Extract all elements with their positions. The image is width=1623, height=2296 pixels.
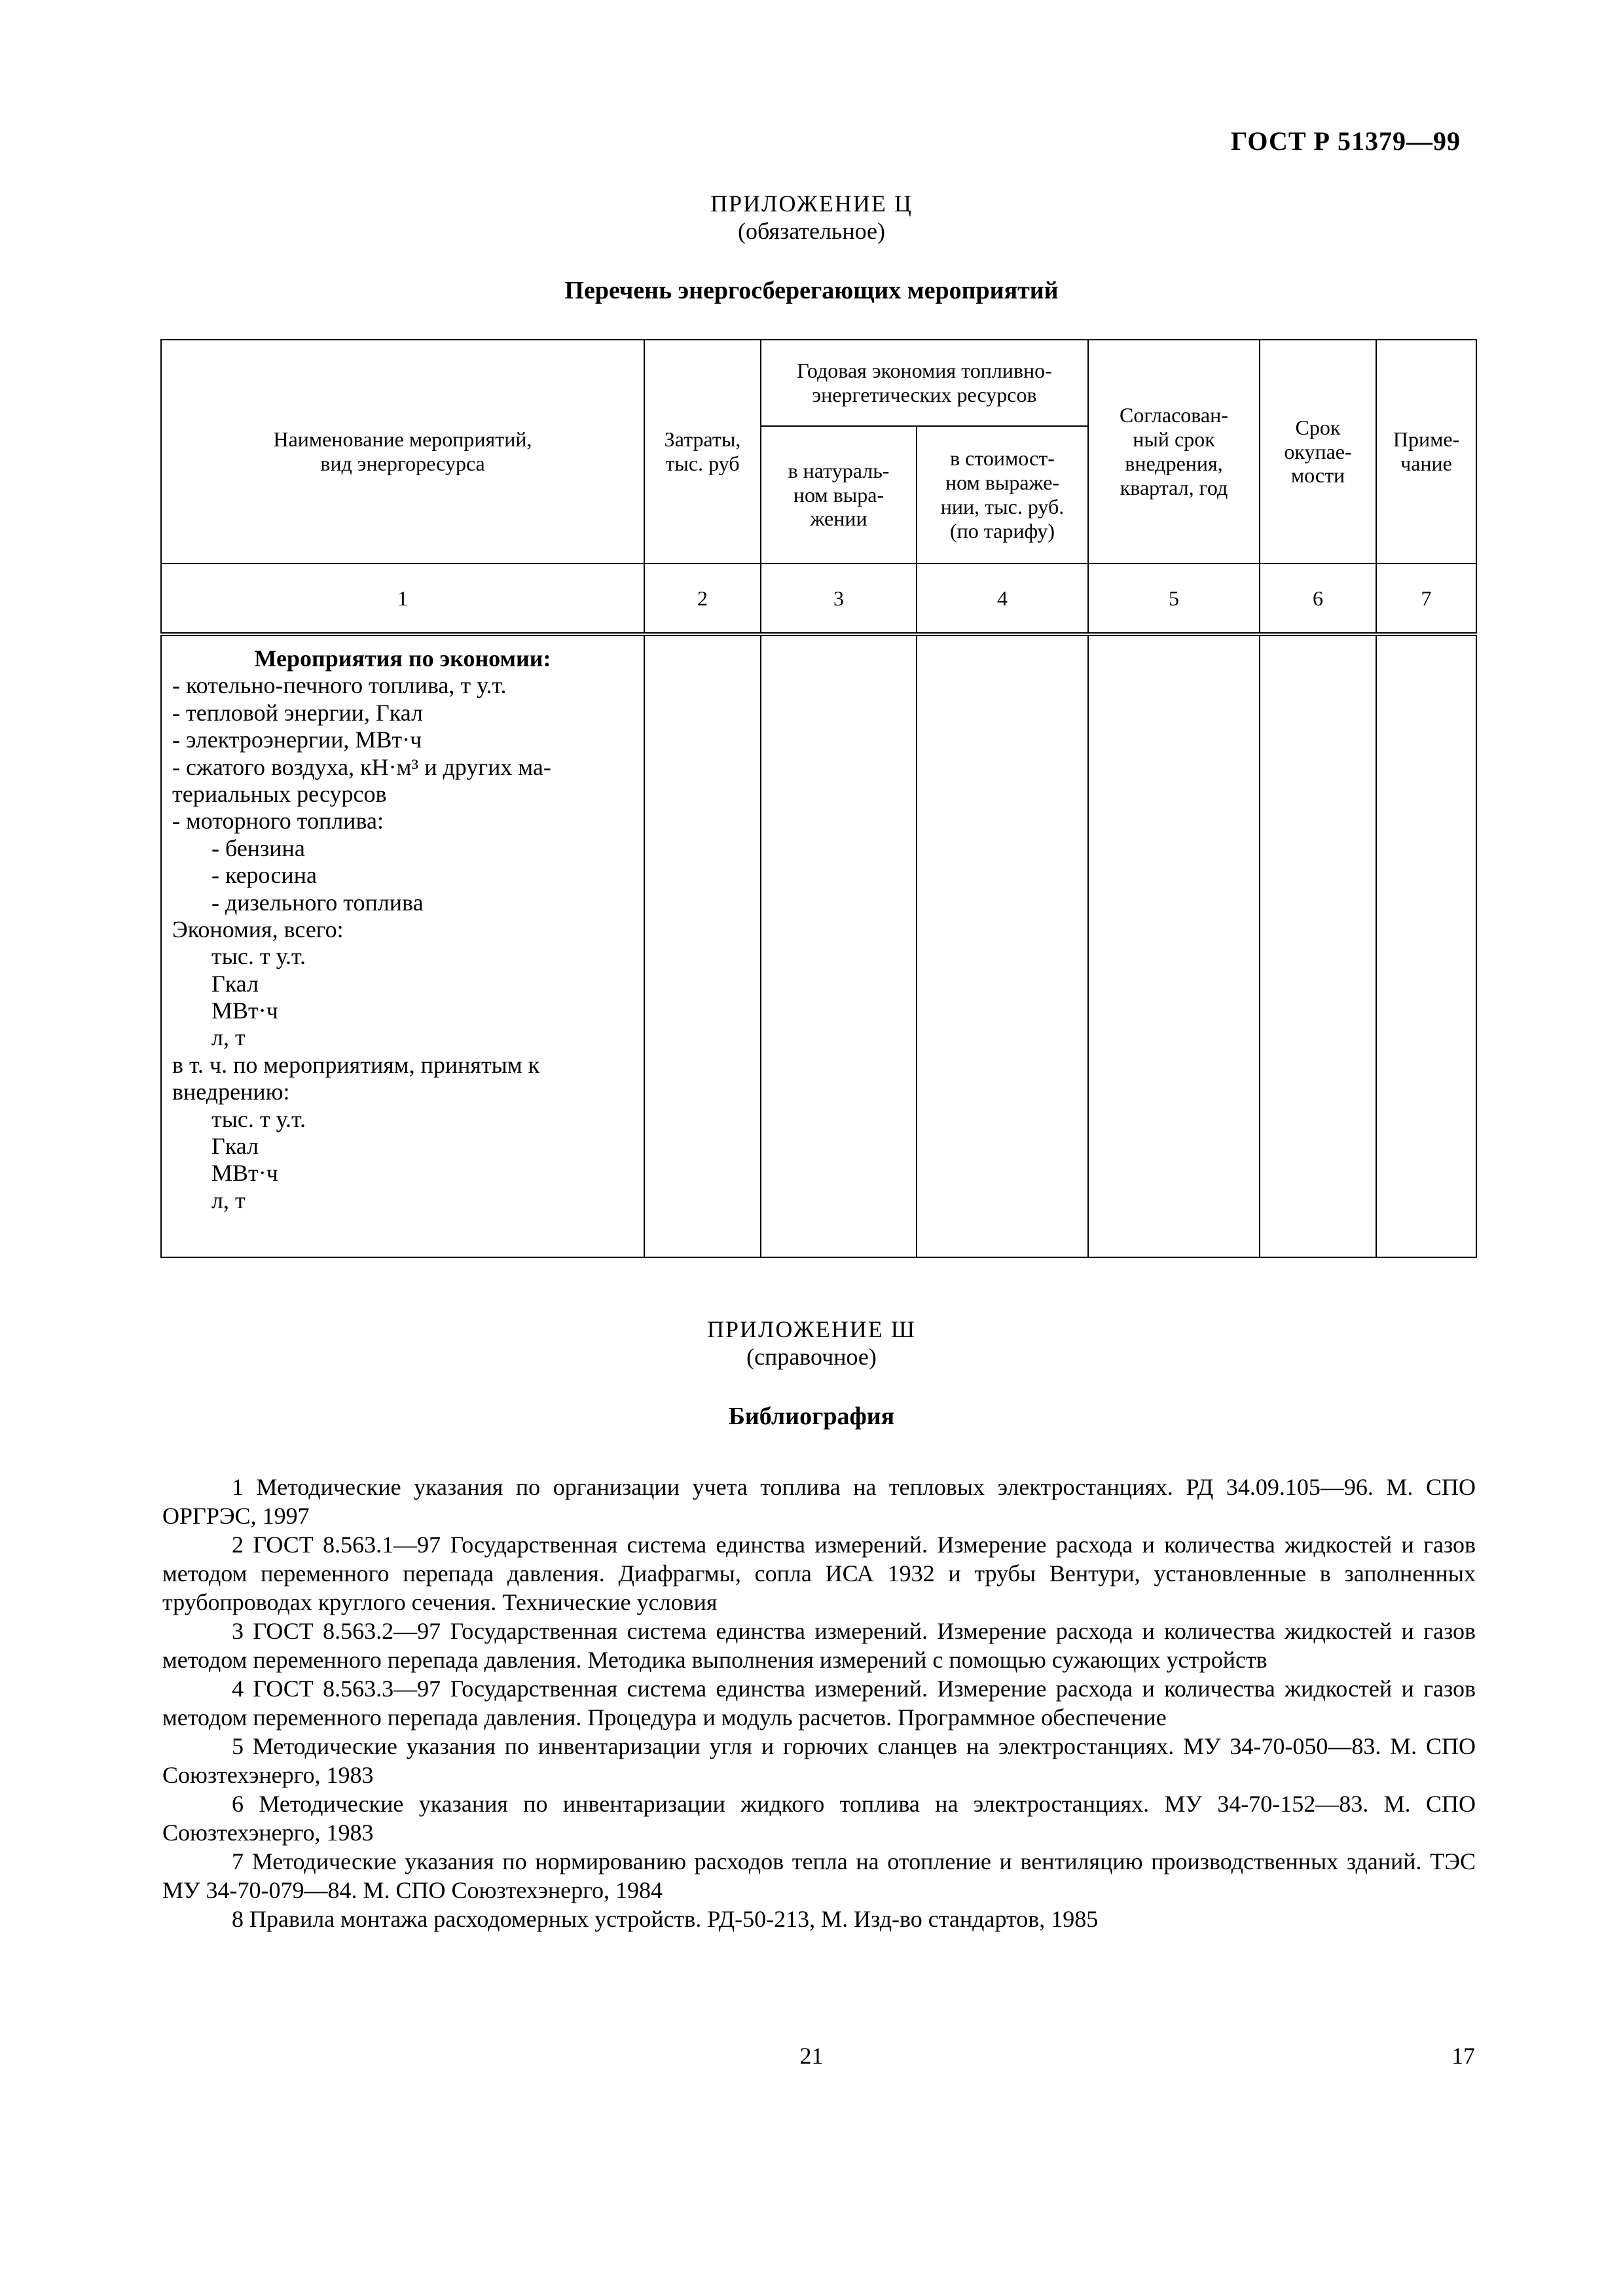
unit-line: л, т <box>211 1024 246 1051</box>
appendix-c-heading: Перечень энергосберегающих мероприятий <box>564 277 1059 304</box>
bibliography-item: 2 ГОСТ 8.563.1—97 Государственная система единства измерений. Измерение расхода и количества жидкостей и газов методом переменного перепада давления. Диафрагмы, сопла ИСА 1932 и трубы Вентури, установленные в заполненных трубопроводах круглого сечения. Технические условия <box>162 1532 1476 1615</box>
empty-cell <box>1088 634 1260 1257</box>
bibliography-item: 1 Методические указания по организации учета топлива на тепловых электростанциях. РД 34.09.105—96. М. СПО ОРГРЭС, 1997 <box>162 1474 1476 1529</box>
column-number: 5 <box>1088 564 1260 634</box>
header-costs: Затраты, тыс. руб <box>644 340 761 564</box>
header-natural: в натураль- ном выра- жении <box>761 426 917 564</box>
document-id: ГОСТ Р 51379—99 <box>1230 126 1461 156</box>
bibliography-heading: Библиография <box>728 1403 895 1430</box>
bibliography-item: 5 Методические указания по инвентаризации угля и горючих сланцев на электростанциях. МУ 34-70-050—83. М. СПО Союзтехэнерго, 1983 <box>162 1733 1476 1788</box>
header-value: в стоимост- ном выраже- нии, тыс. руб. (по тарифу) <box>917 426 1088 564</box>
fuel-line: - керосина <box>211 862 317 889</box>
unit-line: л, т <box>211 1187 246 1213</box>
bibliography-list <box>162 1473 1476 1933</box>
unit-line: тыс. т у.т. <box>211 943 306 970</box>
measure-line: - электроэнергии, МВт·ч <box>172 726 422 753</box>
adopted-label: в т. ч. по мероприятиям, принятым к <box>172 1051 540 1078</box>
appendix-c-title: ПРИЛОЖЕНИЕ Ц <box>710 190 913 217</box>
column-number: 1 <box>161 564 644 634</box>
appendix-sh-title: ПРИЛОЖЕНИЕ Ш <box>706 1316 917 1342</box>
unit-line: МВт·ч <box>211 997 278 1024</box>
fuel-line: - дизельного топлива <box>211 889 424 916</box>
unit-line: МВт·ч <box>211 1160 278 1187</box>
header-note: Приме- чание <box>1376 340 1476 564</box>
adopted-label: внедрению: <box>172 1079 290 1105</box>
appendix-c-status: (обязательное) <box>738 218 885 244</box>
column-number: 2 <box>644 564 761 634</box>
column-number: 3 <box>761 564 917 634</box>
total-label: Экономия, всего: <box>172 916 344 942</box>
unit-line: Гкал <box>211 1133 259 1160</box>
header-agreed-term: Согласован- ный срок внедрения, квартал, год <box>1088 340 1260 564</box>
page-number-center: 21 <box>799 2043 824 2069</box>
measure-line: - моторного топлива: <box>172 808 384 834</box>
measure-line: - сжатого воздуха, кН·м³ и других ма- <box>172 753 551 780</box>
bibliography-item: 7 Методические указания по нормированию расходов тепла на отопление и вентиляцию производственных зданий. ТЭС МУ 34-70-079—84. М. СПО Союзтехэнерго, 1984 <box>162 1848 1476 1903</box>
measure-line: териальных ресурсов <box>172 780 387 807</box>
unit-line: тыс. т у.т. <box>211 1105 306 1132</box>
column-number: 6 <box>1260 564 1376 634</box>
header-annual-savings: Годовая экономия топливно- энергетических ресурсов <box>761 340 1088 426</box>
empty-cell <box>644 634 761 1257</box>
page-number-right: 17 <box>1451 2043 1475 2069</box>
measures-heading: Мероприятия по экономии: <box>254 645 551 672</box>
bibliography-item: 3 ГОСТ 8.563.2—97 Государственная система единства измерений. Измерение расхода и количества жидкостей и газов методом переменного перепада давления. Методика выполнения измерений с помощью сужающих устройств <box>162 1618 1476 1673</box>
header-measure-name: Наименование мероприятий, вид энергоресурса <box>161 340 644 564</box>
empty-cell <box>761 634 917 1257</box>
empty-cell <box>917 634 1088 1257</box>
column-number: 4 <box>917 564 1088 634</box>
empty-cell <box>1376 634 1476 1257</box>
fuel-line: - бензина <box>211 834 305 861</box>
bibliography-item: 8 Правила монтажа расходомерных устройств. РД-50-213, М. Изд-во стандартов, 1985 <box>232 1906 1099 1932</box>
appendix-sh-status: (справочное) <box>746 1344 877 1370</box>
unit-line: Гкал <box>211 970 259 997</box>
bibliography-item: 6 Методические указания по инвентаризации жидкого топлива на электростанциях. МУ 34-70-152—83. М. СПО Союзтехэнерго, 1983 <box>162 1791 1476 1846</box>
header-payback: Срок окупае- мости <box>1260 340 1376 564</box>
energy-saving-measures-table <box>160 339 1477 1258</box>
bibliography-item: 4 ГОСТ 8.563.3—97 Государственная система единства измерений. Измерение расхода и количества жидкостей и газов методом переменного перепада давления. Процедура и модуль расчетов. Программное обеспечение <box>162 1676 1476 1731</box>
empty-cell <box>1260 634 1376 1257</box>
column-number: 7 <box>1376 564 1476 634</box>
measure-line: - тепловой энергии, Гкал <box>172 699 423 726</box>
measures-list-cell <box>161 634 644 1257</box>
measure-line: - котельно-печного топлива, т у.т. <box>172 672 507 699</box>
